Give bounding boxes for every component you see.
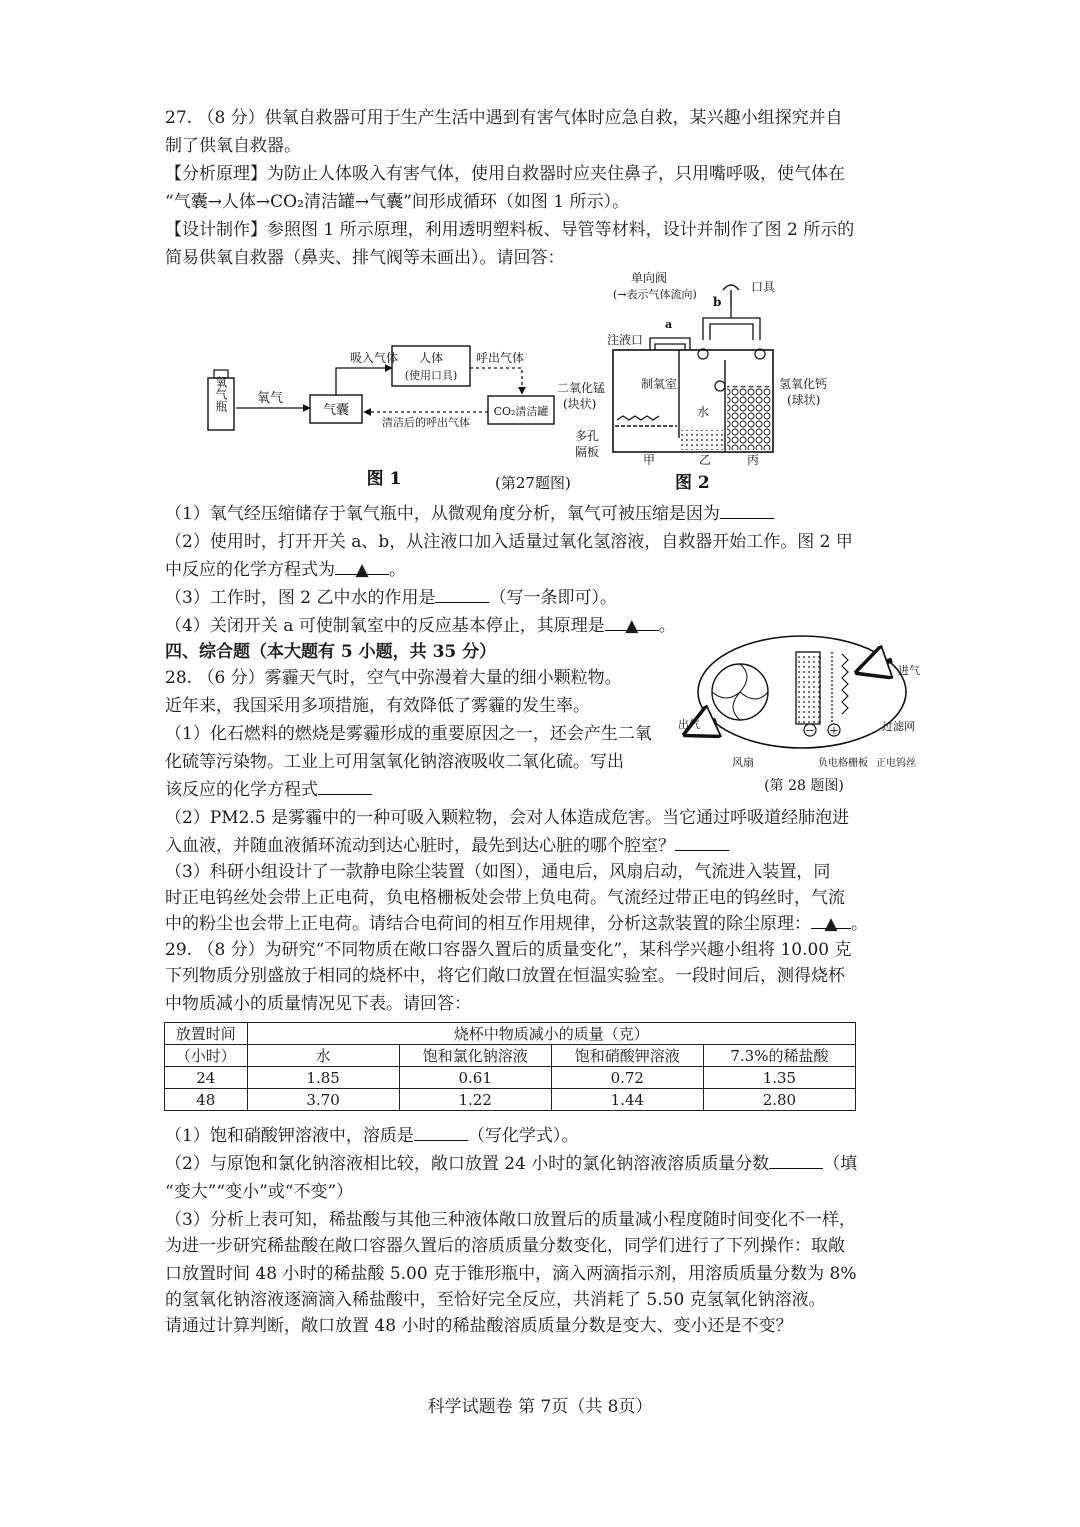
table-row [165, 1045, 856, 1067]
column-header: 饱和氯化钠溶液 [399, 1045, 551, 1067]
table-row [165, 1067, 856, 1089]
negative-grid-plate [796, 652, 820, 724]
q27-line-1: 27. （8 分）供氧自救器可用于生产生活中遇到有害气体时应急自救，某兴趣小组探究并自 [165, 108, 843, 128]
group-header: 烧杯中物质减小的质量（克） [247, 1023, 855, 1045]
q29-line-1: 29. （8 分）为研究“不同物质在敞口容器久置后的质量变化”，某科学兴趣小组将 10.00 克 [165, 940, 852, 960]
q28-line-6: （2）PM2.5 是雾霾中的一种可吸入颗粒物，会对人体造成危害。当它通过呼吸道经肺泡进 [165, 808, 850, 828]
table-row [165, 1089, 856, 1111]
q29-line-3: 中物质减小的质量情况见下表。请回答： [165, 994, 471, 1014]
table-cell: 0.72 [551, 1067, 703, 1089]
q27-sub-4: （4）关闭开关 a 可使制氧室中的反应基本停止，其原理是 ▲ 。 [165, 612, 865, 640]
answer-blank[interactable]: ▲ [335, 556, 389, 575]
time-header: 放置时间 [165, 1023, 248, 1045]
q28-line-1: 28. （6 分）雾霾天气时，空气中弥漫着大量的细小颗粒物。 [165, 668, 622, 688]
q27-sub-2: （2）使用时，打开开关 a、b，从注液口加入适量过氧化氢溶液，自救器开始工作。图 2 甲 [165, 532, 853, 552]
q29-sub-2b: “变大”“变小”或“不变”） [165, 1182, 354, 1202]
q29-sub-2: （2）与原饱和氯化钠溶液相比较，敞口放置 24 小时的氯化钠溶液溶质质量分数 （填 [165, 1150, 865, 1178]
mno2-shape-label: (块状) [563, 397, 597, 411]
q27-line-3: 【分析原理】为防止人体吸入有害气体，使用自救器时应夹住鼻子，只用嘴呼吸，使气体在 [165, 164, 845, 184]
q29-sub-3b: 为进一步研究稀盐酸在敞口容器久置后的溶质质量分数变化，同学们进行了下列操作：取敞 [165, 1236, 845, 1256]
q27-sub-2b: 中反应的化学方程式为 ▲ 。 [165, 556, 865, 584]
calcium-hydroxide-balls [727, 386, 771, 450]
q27-line-2: 制了供氧自救器。 [165, 136, 301, 156]
answer-blank[interactable] [720, 500, 774, 519]
exhale-label: 呼出气体 [476, 351, 525, 365]
q28-line-8: （3）科研小组设计了一款静电除尘装置（如图），通电后，风扇启动，气流进入装置，同 [165, 862, 831, 882]
inlet-label: 进气 [898, 664, 920, 677]
table-cell: 48 [165, 1089, 248, 1111]
porous-plate-label-1: 多孔 [575, 429, 600, 443]
q28-line-9: 时正电钨丝处会带上正电荷，负电格栅板处会带上负电荷。气流经过带正电的钨丝时，气流 [165, 888, 845, 908]
q29-sub-3d: 的氢氧化钠溶液逐滴滴入稀盐酸中，至恰好完全反应，共消耗了 5.50 克氢氧化钠溶液。 [165, 1290, 826, 1310]
column-header: 饱和硝酸钾溶液 [551, 1045, 703, 1067]
table-row [165, 1023, 856, 1045]
plus-sign: + [829, 724, 839, 737]
flow-note: (→表示气体流向) [613, 288, 697, 301]
outlet-label: 出气 [678, 718, 700, 731]
q28-line-7: 入血液，并随血液循环流动到达心脏时，最先到达心脏的哪个腔室？ [165, 832, 865, 860]
q27-sub-3: （3）工作时，图 2 乙中水的作用是 （写一条即可）。 [165, 584, 865, 612]
returned-gas-label: 清洁后的呼出气体 [382, 416, 470, 429]
answer-blank[interactable] [414, 1122, 468, 1141]
table-cell: 1.35 [703, 1067, 855, 1089]
filter-mesh [842, 654, 848, 714]
answer-blank[interactable] [435, 584, 489, 603]
co2-canister-label: CO₂清洁罐 [493, 405, 549, 418]
time-unit-header: （小时） [165, 1045, 248, 1067]
q27-line-5: 【设计制作】参照图 1 所示原理，利用透明塑料板、导管等材料，设计并制作了图 2 所示的 [165, 220, 855, 240]
water-label: 水 [697, 405, 710, 419]
inlet-label: 注液口 [607, 333, 644, 347]
answer-blank[interactable] [675, 832, 729, 851]
air-bag-label: 气囊 [322, 403, 350, 418]
answer-blank[interactable]: ▲ [811, 910, 851, 929]
q29-line-2: 下列物质分别盛放于相同的烧杯中，将它们敞口放置在恒温实验室。一段时间后，测得烧杯 [165, 966, 845, 986]
table-cell: 1.22 [399, 1089, 551, 1111]
q27-line-6: 简易供氧自救器（鼻夹、排气阀等未画出）。请回答： [165, 248, 565, 268]
mno2-label: 二氧化锰 [557, 381, 606, 395]
section-4-heading: 四、综合题（本大题有 5 小题，共 35 分） [165, 642, 497, 662]
column-header: 水 [247, 1045, 399, 1067]
neg-grid-label: 负电格栅板 [818, 758, 868, 769]
caoh-label: 氢氧化钙 [779, 377, 828, 391]
pos-wire-label: 正电钨丝 [876, 758, 916, 769]
table-cell: 1.44 [551, 1089, 703, 1111]
oxygen-chamber-label: 制氧室 [641, 377, 678, 391]
q28-line-5: 该反应的化学方程式 [165, 776, 865, 804]
q28-figure-caption: (第 28 题图) [764, 778, 844, 794]
figure-1-caption: 图 1 [366, 469, 402, 489]
table-cell: 2.80 [703, 1089, 855, 1111]
answer-blank[interactable] [318, 776, 372, 795]
inhale-label: 吸入气体 [350, 351, 399, 365]
table-cell: 0.61 [399, 1067, 551, 1089]
table-cell: 24 [165, 1067, 248, 1089]
page-footer: 科学试题卷 第 7页（共 8页） [427, 1397, 653, 1417]
q29-sub-1: （1）饱和硝酸钾溶液中，溶质是 （写化学式）。 [165, 1122, 865, 1150]
minus-sign: − [805, 724, 815, 737]
switch-a-label: a [665, 318, 673, 331]
q27-sub-1: （1）氧气经压缩储存于氧气瓶中，从微观角度分析，氧气可被压缩是因为 [165, 500, 865, 528]
filter-label: 过滤网 [882, 720, 915, 733]
answer-blank[interactable] [769, 1150, 823, 1169]
switch-b-label: b [713, 295, 722, 309]
q28-line-10: 中的粉尘也会带上正电荷。请结合电荷间的相互作用规律，分析这款装置的除尘原理： ▲ 。 [165, 910, 865, 938]
table-cell: 3.70 [247, 1089, 399, 1111]
figure-2-caption: 图 2 [675, 473, 710, 493]
part-bing-label: 丙 [747, 453, 760, 467]
q27-line-4: “气囊→人体→CO₂清洁罐→气囊”间形成循环（如图 1 所示）。 [165, 192, 629, 212]
check-valve-label: 单向阀 [631, 271, 668, 285]
human-label: 人体 [418, 351, 444, 365]
oxygen-bottle-label: 氧气瓶 [214, 376, 228, 412]
fan-label: 风扇 [732, 756, 754, 769]
column-header: 7.3%的稀盐酸 [703, 1045, 855, 1067]
porous-plate-label-2: 隔板 [575, 445, 600, 459]
mouth-label: (使用口具) [404, 369, 458, 382]
q29-sub-3c: 口放置时间 48 小时的稀盐酸 5.00 克于锥形瓶中，滴入两滴指示剂，用溶质质量分数为 8% [165, 1264, 857, 1284]
q28-line-3: （1）化石燃料的燃烧是雾霾形成的重要原因之一，还会产生二氧 [165, 724, 652, 744]
mouthpiece-label: 口具 [751, 280, 776, 294]
q27-figure-caption: (第27题图) [495, 474, 571, 492]
part-jia-label: 甲 [643, 453, 656, 467]
caoh-shape-label: (球状) [787, 393, 821, 407]
table-cell: 1.85 [247, 1067, 399, 1089]
q28-line-4: 化硫等污染物。工业上可用氢氧化钠溶液吸收二氧化硫。写出 [165, 752, 624, 772]
q29-data-table [164, 1022, 856, 1111]
part-yi-label: 乙 [699, 453, 712, 467]
q28-line-2: 近年来，我国采用多项措施，有效降低了雾霾的发生率。 [165, 696, 590, 716]
oxygen-label: 氧气 [256, 391, 284, 406]
q29-sub-3e: 请通过计算判断，敞口放置 48 小时的稀盐酸溶质质量分数是变大、变小还是不变？ [165, 1316, 793, 1336]
q28-figure [672, 630, 932, 800]
answer-blank[interactable]: ▲ [605, 612, 659, 631]
q29-sub-3: （3）分析上表可知，稀盐酸与其他三种液体敞口放置后的质量减小程度随时间变化不一样， [165, 1210, 856, 1230]
